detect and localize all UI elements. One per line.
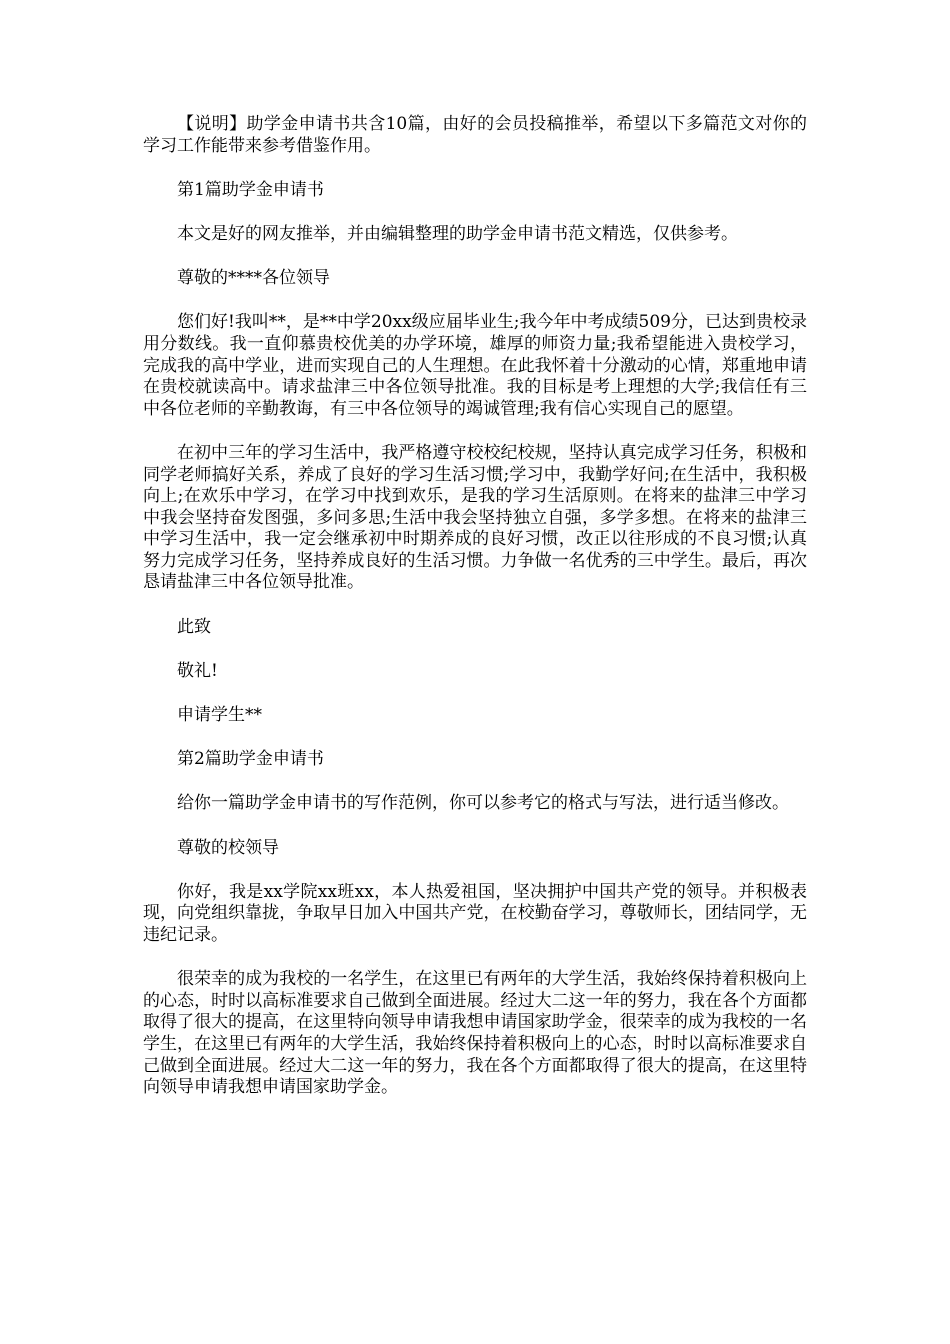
- letter-2-body-paragraph: 很荣幸的成为我校的一名学生，在这里已有两年的大学生活，我始终保持着积极向上的心态，时时以高标准要求自己做到全面进展。经过大二这一年的努力，我在各个方面都取得了很大的提高，在这里特向领导申请我想申请国家助学金，很荣幸的成为我校的一名学生，在这里已有两年的大学生活，我始终保持着积极向上的心态，时时以高标准要求自己做到全面进展。经过大二这一年的努力，我在各个方面都取得了很大的提高，在这里特向领导申请我想申请国家助学金。: [143, 969, 807, 1098]
- letter-1-body-paragraph: 在初中三年的学习生活中，我严格遵守校校纪校规，坚持认真完成学习任务，积极和同学老师搞好关系，养成了良好的学习生活习惯;学习中，我勤学好问;在生活中，我积极向上;在欢乐中学习，在学习中找到欢乐，是我的学习生活原则。在将来的盐津三中学习中我会坚持奋发图强，多问多思;生活中我会坚持独立自强，多学多想。在将来的盐津三中学习生活中，我一定会继承初中时期养成的良好习惯，改正以往形成的不良习惯;认真努力完成学习任务，坚持养成良好的生活习惯。力争做一名优秀的三中学生。最后，再次恳请盐津三中各位领导批准。: [143, 442, 807, 593]
- section-1-heading: 第1篇助学金申请书: [177, 179, 324, 200]
- letter-1-salutation: 尊敬的****各位领导: [177, 268, 330, 289]
- section-2-heading: 第2篇助学金申请书: [177, 749, 324, 770]
- letter-1-regards: 敬礼!: [177, 660, 218, 681]
- section-1-intro-paragraph: 本文是好的网友推举，并由编辑整理的助学金申请书范文精选，仅供参考。: [177, 223, 738, 244]
- letter-2-body-paragraph: 你好，我是xx学院xx班xx，本人热爱祖国，坚决拥护中国共产党的领导。并积极表现，向党组织靠拢，争取早日加入中国共产党，在校勤奋学习，尊敬师长，团结同学，无违纪记录。: [143, 881, 807, 945]
- document-body: [143, 114, 807, 1121]
- intro-note-paragraph: 【说明】助学金申请书共含10篇，由好的会员投稿推举，希望以下多篇范文对你的学习工作能带来参考借鉴作用。: [143, 114, 807, 156]
- letter-1-signature: 申请学生**: [177, 705, 262, 726]
- section-2-intro-paragraph: 给你一篇助学金申请书的写作范例，你可以参考它的格式与写法，进行适当修改。: [177, 793, 789, 814]
- letter-1-closing: 此致: [177, 616, 211, 637]
- letter-2-salutation: 尊敬的校领导: [177, 837, 279, 858]
- letter-1-body-paragraph: 您们好!我叫**，是**中学20xx级应届毕业生;我今年中考成绩509分，已达到贵校录用分数线。我一直仰慕贵校优美的办学环境，雄厚的师资力量;我希望能进入贵校学习，完成我的高中学业，进而实现自己的人生理想。在此我怀着十分激动的心情，郑重地申请在贵校就读高中。请求盐津三中各位领导批准。我的目标是考上理想的大学;我信任有三中各位老师的辛勤教诲，有三中各位领导的竭诚管理;我有信心实现自己的愿望。: [143, 312, 807, 419]
